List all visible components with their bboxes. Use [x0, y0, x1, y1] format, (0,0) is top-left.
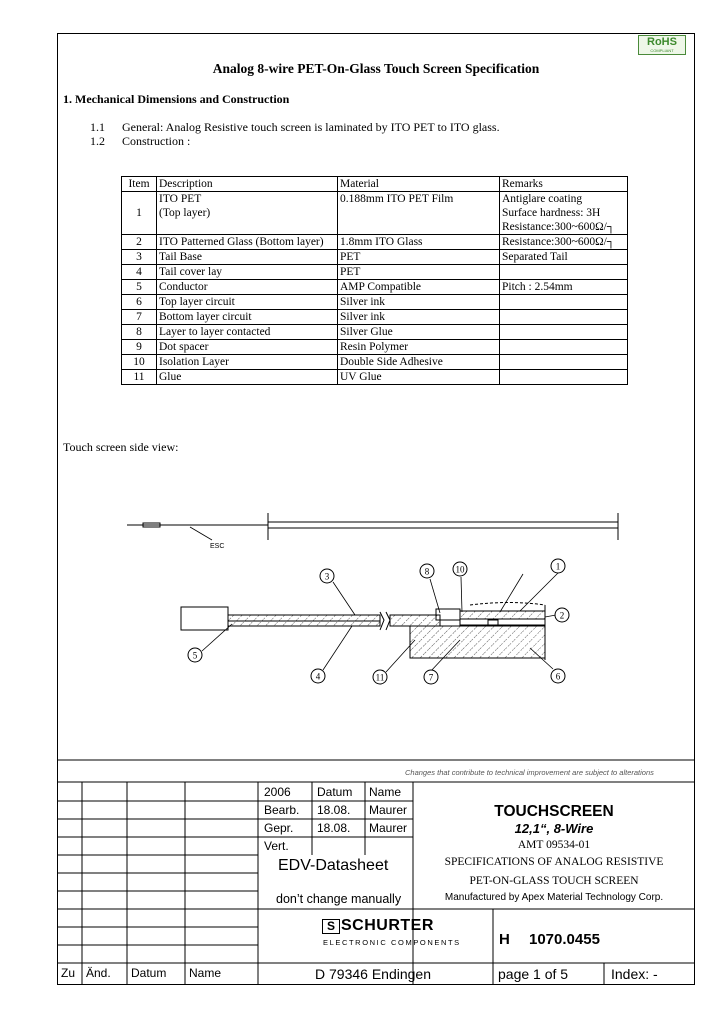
year: 2006 [264, 785, 291, 799]
side-view-label: Touch screen side view: [63, 440, 179, 454]
address: D 79346 Endingen [315, 966, 431, 982]
manufacturer: Manufactured by Apex Material Technology Corp. [444, 892, 664, 903]
item-line: 6 [136, 296, 142, 308]
row-bearb-name: Maurer [369, 803, 408, 817]
cell-line: Tail cover lay [159, 266, 223, 278]
document-number: 1070.0455 [529, 931, 600, 948]
callout-label: 4 [315, 671, 321, 682]
h-label: H [499, 931, 510, 948]
callout-label: 1 [555, 561, 561, 572]
footer-datum: Datum [131, 966, 167, 980]
spec-line-2: PET-ON-GLASS TOUCH SCREEN [469, 875, 639, 887]
footer-aend: Änd. [86, 966, 111, 980]
part-number: AMT 09534-01 [517, 839, 591, 851]
cell-line: Layer to layer contacted [159, 326, 271, 338]
cell-line: Resistance:300~600Ω/┐ [502, 236, 615, 248]
item-line: 3 [136, 251, 142, 263]
column-datum: Datum [317, 785, 353, 799]
row-gepr-label: Gepr. [264, 821, 294, 835]
cell-line: Resistance:300~600Ω/┐ [502, 221, 615, 233]
cell-line: (Top layer) [159, 207, 211, 219]
cell-line: Antiglare coating [502, 193, 583, 205]
callout-label: 7 [428, 672, 434, 683]
cell-line: Surface hardness: 3H [502, 207, 601, 219]
header-item: Item [122, 177, 157, 192]
cell-line: PET [340, 266, 361, 278]
cell-line: Tail Base [159, 251, 202, 263]
cell-line: UV Glue [340, 371, 382, 383]
doc-type: EDV-Datasheet [278, 857, 389, 874]
footer-zu: Zu [61, 966, 76, 980]
disclaimer: Changes that contribute to technical improvement are subject to alterations [405, 768, 654, 777]
manual-change-note: don’t change manually [276, 892, 402, 906]
cell-line: ITO Patterned Glass (Bottom layer) [159, 236, 324, 248]
cell-line: Separated Tail [502, 251, 568, 263]
spec-line-1: SPECIFICATIONS OF ANALOG RESISTIVE [444, 856, 664, 868]
product-size: 12,1“, 8-Wire [514, 821, 594, 836]
row-bearb-label: Bearb. [264, 803, 300, 817]
rohs-badge-main: RoHS [647, 36, 677, 48]
cell-line: Pitch : 2.54mm [502, 281, 573, 293]
rohs-badge-sub: COMPLIANT [650, 48, 674, 53]
item-number-1-2: 1.2 [90, 134, 105, 148]
product-name: TOUCHSCREEN [494, 803, 614, 820]
cell-line: 1.8mm ITO Glass [340, 236, 423, 248]
callout-label: 3 [324, 571, 330, 582]
item-number-1-1: 1.1 [90, 120, 105, 134]
cell-line: Silver Glue [340, 326, 393, 338]
callout-label: 11 [375, 672, 385, 683]
header-remarks: Remarks [500, 177, 628, 192]
item-line: 9 [136, 341, 142, 353]
cell-line: Top layer circuit [159, 296, 235, 308]
row-gepr-name: Maurer [369, 821, 408, 835]
company-subtitle: ELECTRONIC COMPONENTS [323, 938, 461, 947]
cell-line: Double Side Adhesive [340, 356, 443, 368]
cell-line: Bottom layer circuit [159, 311, 252, 323]
section-heading: 1. Mechanical Dimensions and Construction [63, 92, 290, 106]
esc-label: ESC [210, 543, 225, 550]
footer-name: Name [189, 966, 222, 980]
cell-line: Silver ink [340, 296, 386, 308]
cell-line: PET [340, 251, 361, 263]
item-line: 5 [136, 281, 142, 293]
callout-label: 10 [455, 564, 465, 575]
document-title: Analog 8-wire PET-On-Glass Touch Screen Specification [212, 61, 540, 76]
schurter-logo-icon: S [322, 919, 340, 934]
item-line: 11 [133, 371, 145, 383]
cell-line: AMP Compatible [340, 281, 422, 293]
header-material: Material [338, 177, 500, 192]
revision-index: Index: - [611, 966, 658, 982]
callout-label: 6 [555, 671, 561, 682]
item-line: 7 [136, 311, 142, 323]
cell-line: Silver ink [340, 311, 386, 323]
cell-line: Glue [159, 371, 182, 383]
item-line: 8 [136, 326, 142, 338]
cell-line: Conductor [159, 281, 208, 293]
item-line: 1 [136, 207, 142, 219]
row-gepr-date: 18.08. [317, 821, 351, 835]
company-name: SCHURTER [341, 917, 434, 934]
item-text-construction: Construction : [122, 134, 191, 148]
row-vert-label: Vert. [264, 839, 289, 853]
item-line: 2 [136, 236, 142, 248]
callout-label: 8 [424, 566, 430, 577]
cell-line: 0.188mm ITO PET Film [340, 193, 454, 205]
column-name: Name [369, 785, 402, 799]
callout-label: 5 [192, 650, 198, 661]
item-line: 10 [133, 356, 145, 368]
page-indicator: page 1 of 5 [498, 966, 569, 982]
header-description: Description [157, 177, 338, 192]
callout-label: 2 [559, 610, 565, 621]
item-text-general: General: Analog Resistive touch screen is laminated by ITO PET to ITO glass. [122, 120, 500, 134]
cell-line: Dot spacer [159, 341, 209, 353]
row-bearb-date: 18.08. [317, 803, 351, 817]
item-line: 4 [136, 266, 142, 278]
cell-line: ITO PET [159, 193, 202, 205]
cell-line: Resin Polymer [340, 341, 409, 353]
cell-line: Isolation Layer [159, 356, 229, 368]
